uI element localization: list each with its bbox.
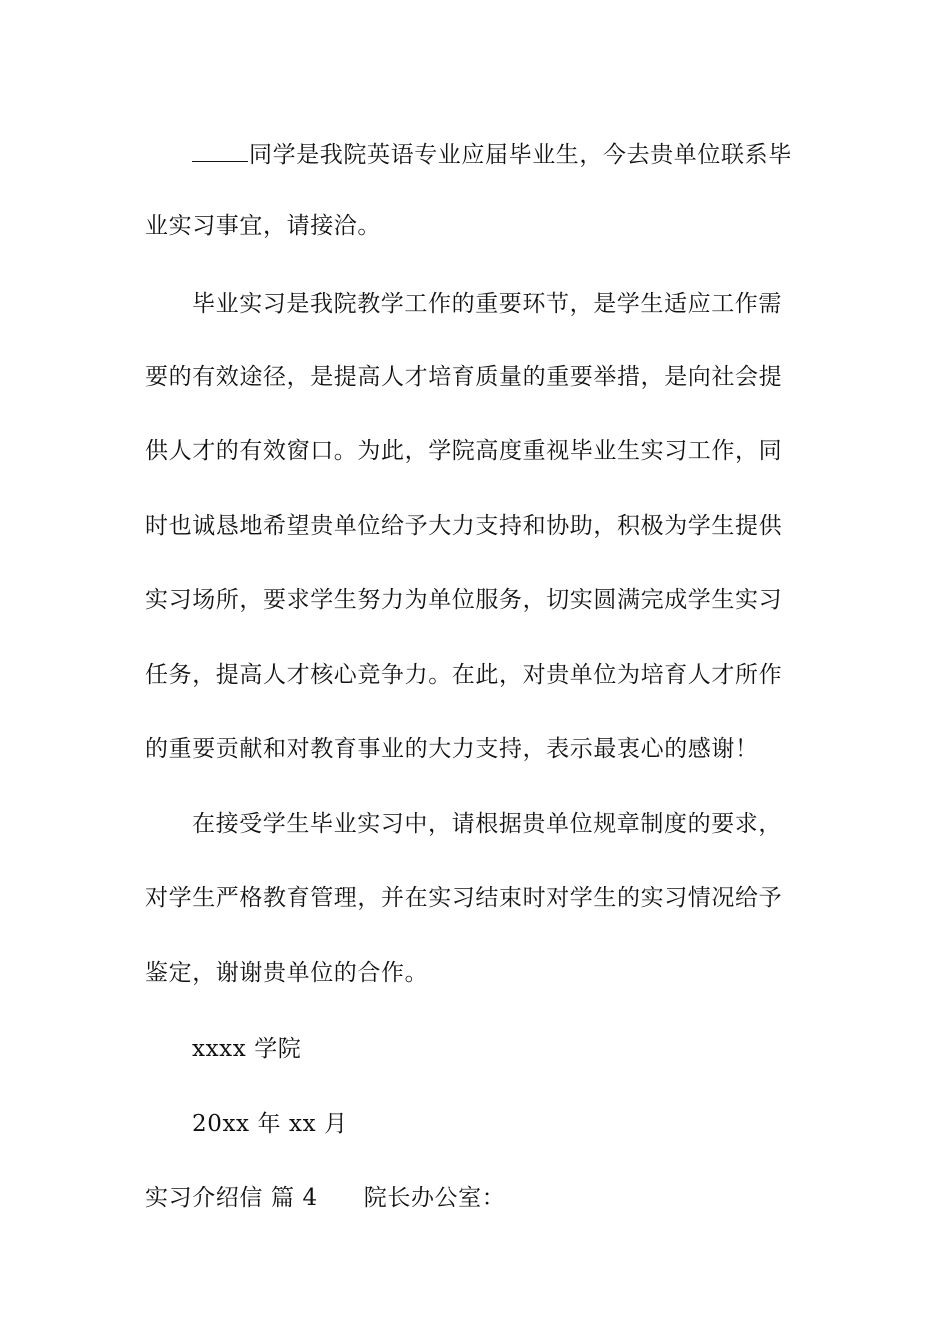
section-recipient: 院长办公室： (363, 1185, 506, 1211)
name-blank (192, 139, 248, 162)
paragraph-2-line-5: 实习场所，要求学生努力为单位服务，切实圆满完成学生实习 (145, 587, 783, 613)
paragraph-3-line-3: 鉴定，谢谢贵单位的合作。 (145, 960, 429, 986)
next-section-heading (145, 1183, 825, 1213)
paragraph-1-line-2: 业实习事宜，请接洽。 (145, 213, 381, 239)
paragraph-3-line-2: 对学生严格教育管理，并在实习结束时对学生的实习情况给予 (145, 885, 783, 911)
section-number: 篇 4 (271, 1185, 318, 1211)
paragraph-3-line-1: 在接受学生毕业实习中，请根据贵单位规章制度的要求， (192, 811, 782, 837)
paragraph-2-line-7: 的重要贡献和对教育事业的大力支持，表示最衷心的感谢！ (145, 736, 759, 762)
paragraph-2-line-2: 要的有效途径，是提高人才培育质量的重要举措，是向社会提 (145, 364, 783, 390)
paragraph-2-line-6: 任务，提高人才核心竞争力。在此，对贵单位为培育人才所作 (145, 662, 783, 688)
paragraph-2-line-4: 时也诚恳地希望贵单位给予大力支持和协助，积极为学生提供 (145, 513, 783, 539)
signature-date: 20xx 年 xx 月 (192, 1111, 348, 1137)
section-title: 实习介绍信 (145, 1185, 263, 1211)
paragraph-1-line-1-text: 同学是我院英语专业应届毕业生，今去贵单位联系毕 (249, 142, 792, 168)
paragraph-2-line-1: 毕业实习是我院教学工作的重要环节，是学生适应工作需 (192, 291, 782, 317)
paragraph-1-line-1 (192, 139, 872, 170)
signature-institution: xxxx 学院 (192, 1036, 302, 1062)
paragraph-2-line-3: 供人才的有效窗口。为此，学院高度重视毕业生实习工作，同 (145, 438, 783, 464)
